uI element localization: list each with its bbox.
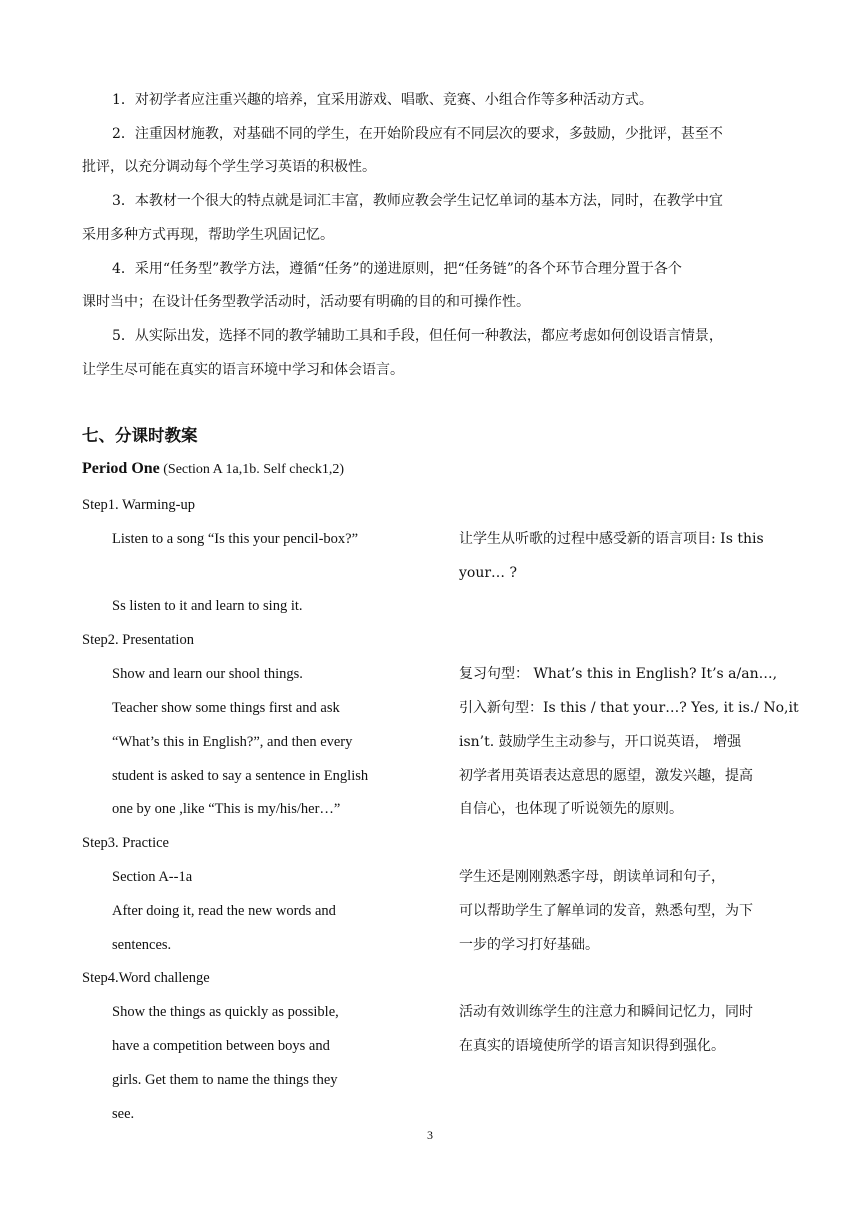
principle-4-line-1: 4．采用“任务型”教学方法，遵循“任务”的递进原则，把“任务链”的各个环节合理分置于各个 xyxy=(112,261,682,277)
step-left-line: student is asked to say a sentence in English xyxy=(112,768,369,784)
step-right-line: 让学生从听歌的过程中感受新的语言项目: Is this xyxy=(459,531,764,547)
step-right-line: 自信心，也体现了听说领先的原则。 xyxy=(459,801,683,817)
step-left-line: Show and learn our shool things. xyxy=(112,666,303,682)
step-right-line: 一步的学习打好基础。 xyxy=(459,937,599,953)
step-heading: Step3. Practice xyxy=(82,835,169,851)
step-left-line: girls. Get them to name the things they xyxy=(112,1072,338,1088)
step-left-line: one by one ,like “This is my/his/her…” xyxy=(112,801,341,817)
step-left-line: Show the things as quickly as possible, xyxy=(112,1004,339,1020)
step-left-line: Section A--1a xyxy=(112,869,193,885)
step-heading: Step4.Word challenge xyxy=(82,970,210,986)
step-left-line: sentences. xyxy=(112,937,172,953)
step-right-line: 复习句型： What’s this in English? It’s a/an…, xyxy=(459,666,778,682)
principle-1: 1．对初学者应注重兴趣的培养，宜采用游戏、唱歌、竞赛、小组合作等多种活动方式。 xyxy=(112,92,653,108)
principle-2-line-1: 2．注重因材施教，对基础不同的学生，在开始阶段应有不同层次的要求，多鼓励，少批评，甚至不 xyxy=(112,126,723,142)
step-left-line: “What’s this in English?”, and then every xyxy=(112,734,353,750)
section-title: 七、分课时教案 xyxy=(82,426,198,445)
principle-4-line-2: 课时当中；在设计任务型教学活动时，活动要有明确的目的和可操作性。 xyxy=(82,294,530,310)
step-left-line: After doing it, read the new words and xyxy=(112,903,336,919)
step-left-line: Teacher show some things first and ask xyxy=(112,700,340,716)
step-right-line: 引入新句型：Is this / that your…? Yes, it is./ No,it xyxy=(459,700,799,716)
step-heading: Step2. Presentation xyxy=(82,632,194,648)
period-title: Period One xyxy=(82,460,160,477)
period-heading xyxy=(82,460,344,478)
principle-3-line-2: 采用多种方式再现，帮助学生巩固记忆。 xyxy=(82,227,334,243)
principle-5-line-2: 让学生尽可能在真实的语言环境中学习和体会语言。 xyxy=(82,362,404,378)
step-left-line: see. xyxy=(112,1106,135,1122)
step-left-line: have a competition between boys and xyxy=(112,1038,330,1054)
step-right-line: isn’t. 鼓励学生主动参与，开口说英语， 增强 xyxy=(459,734,742,750)
step-right-line: 在真实的语境使所学的语言知识得到强化。 xyxy=(459,1038,725,1054)
principle-3-line-1: 3．本教材一个很大的特点就是词汇丰富，教师应教会学生记忆单词的基本方法，同时，在教学中宜 xyxy=(112,193,723,209)
step-right-line: your… ? xyxy=(459,565,518,581)
step-right-line: 活动有效训练学生的注意力和瞬间记忆力，同时 xyxy=(459,1004,753,1020)
step-right-line: 可以帮助学生了解单词的发音，熟悉句型，为下 xyxy=(459,903,753,919)
principle-5-line-1: 5．从实际出发，选择不同的教学辅助工具和手段，但任何一种教法，都应考虑如何创设语言情景， xyxy=(112,328,723,344)
page-number: 3 xyxy=(427,1128,433,1142)
principle-2-line-2: 批评，以充分调动每个学生学习英语的积极性。 xyxy=(82,159,376,175)
step-left-line: Ss listen to it and learn to sing it. xyxy=(112,598,303,614)
step-right-line: 初学者用英语表达意思的愿望，激发兴趣，提高 xyxy=(459,768,753,784)
step-left-line: Listen to a song “Is this your pencil-box?” xyxy=(112,531,359,547)
period-subtitle: (Section A 1a,1b. Self check1,2) xyxy=(159,462,345,477)
step-right-line: 学生还是刚刚熟悉字母，朗读单词和句子， xyxy=(459,869,725,885)
step-heading: Step1. Warming-up xyxy=(82,497,195,513)
